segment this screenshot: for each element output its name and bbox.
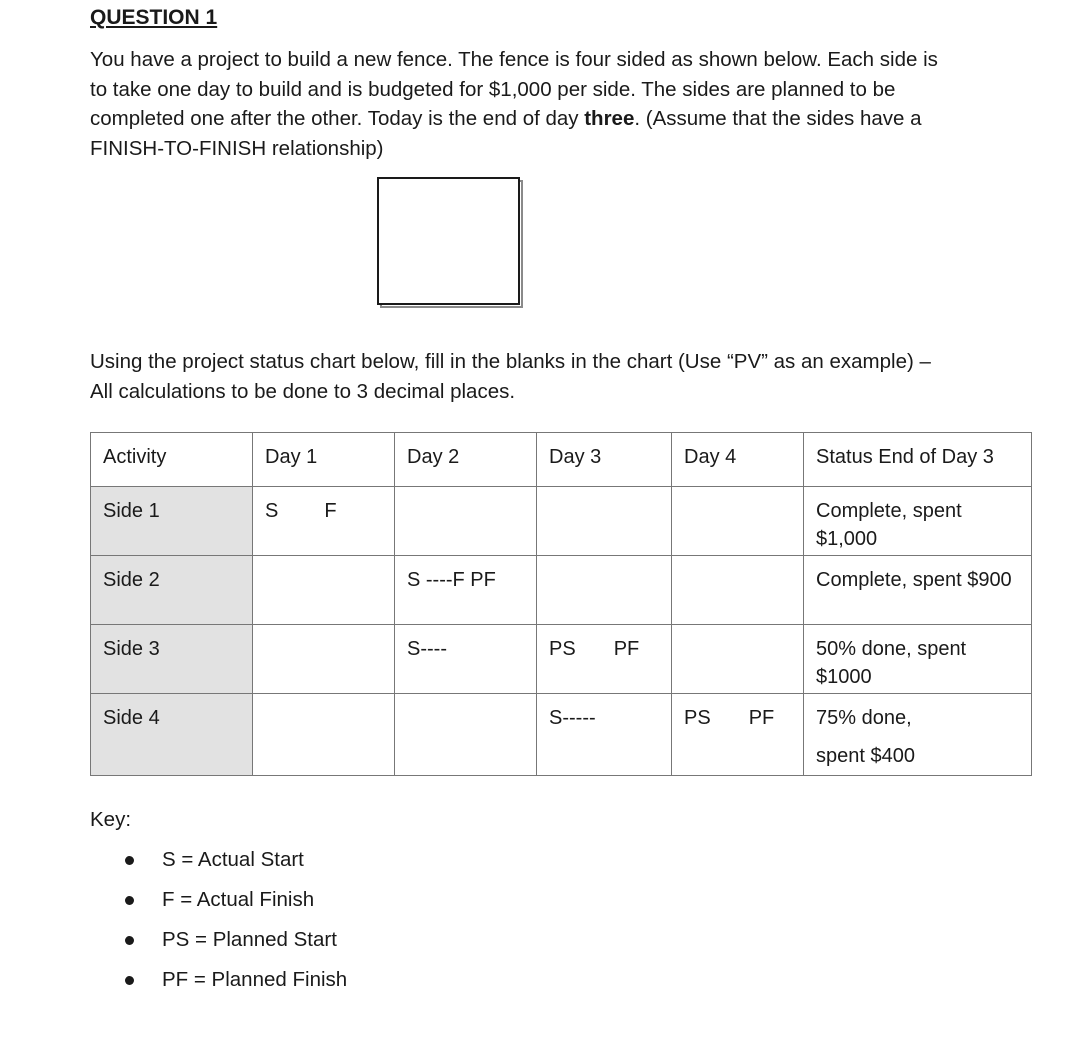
- question-title: QUESTION 1: [90, 6, 218, 29]
- list-item: PF = Planned Finish: [92, 965, 347, 1005]
- bullet-icon: [125, 856, 134, 865]
- table-row: [91, 487, 1032, 556]
- bullet-icon: [125, 896, 134, 905]
- activity-cell: Side 3: [91, 625, 253, 694]
- bullet-icon: [125, 976, 134, 985]
- header-day3: Day 3: [537, 433, 672, 487]
- activity-cell: Side 2: [91, 556, 253, 625]
- status-cell: 50% done, spent $1000: [804, 625, 1032, 694]
- day3-cell: PS PF: [537, 625, 672, 694]
- status-cell: Complete, spent $1,000: [804, 487, 1032, 556]
- header-status: Status End of Day 3: [804, 433, 1032, 487]
- list-item: S = Actual Start: [92, 845, 347, 885]
- day4-cell: PS PF: [672, 694, 804, 776]
- key-label: Key:: [90, 808, 132, 831]
- table-header-row: [91, 433, 1032, 487]
- day1-cell: S F: [253, 487, 395, 556]
- activity-cell: Side 1: [91, 487, 253, 556]
- table-row: [91, 694, 1032, 776]
- project-status-table: [90, 432, 1032, 776]
- day2-cell: S ----F PF: [395, 556, 537, 625]
- day2-cell: [395, 694, 537, 776]
- status-cell: Complete, spent $900: [804, 556, 1032, 625]
- question-intro: You have a project to build a new fence. The fence is four sided as shown below. Each side is to take one day to build and is budgeted for $1,000 per side. The sides are planned to be completed one after the other. Today is the end of day three. (Assume that the sides have a FINISH-TO-FINISH relationship): [90, 48, 938, 160]
- fence-square: [377, 177, 520, 305]
- header-day2: Day 2: [395, 433, 537, 487]
- header-day1: Day 1: [253, 433, 395, 487]
- day4-cell: [672, 487, 804, 556]
- header-day4: Day 4: [672, 433, 804, 487]
- status-cell: 75% done, spent $400: [804, 694, 1032, 776]
- day3-cell: [537, 556, 672, 625]
- table-row: [91, 625, 1032, 694]
- question-instructions: Using the project status chart below, fill in the blanks in the chart (Use “PV” as an example) – All calculations to be done to 3 decimal places.: [90, 350, 931, 403]
- day1-cell: [253, 625, 395, 694]
- day1-cell: [253, 694, 395, 776]
- table-row: [91, 556, 1032, 625]
- day4-cell: [672, 556, 804, 625]
- day4-cell: [672, 625, 804, 694]
- day2-cell: S----: [395, 625, 537, 694]
- list-item: F = Actual Finish: [92, 885, 347, 925]
- activity-cell: Side 4: [91, 694, 253, 776]
- header-activity: Activity: [91, 433, 253, 487]
- key-list: [92, 845, 347, 1005]
- day3-cell: [537, 487, 672, 556]
- day1-cell: [253, 556, 395, 625]
- bullet-icon: [125, 936, 134, 945]
- list-item: PS = Planned Start: [92, 925, 347, 965]
- day2-cell: [395, 487, 537, 556]
- day3-cell: S-----: [537, 694, 672, 776]
